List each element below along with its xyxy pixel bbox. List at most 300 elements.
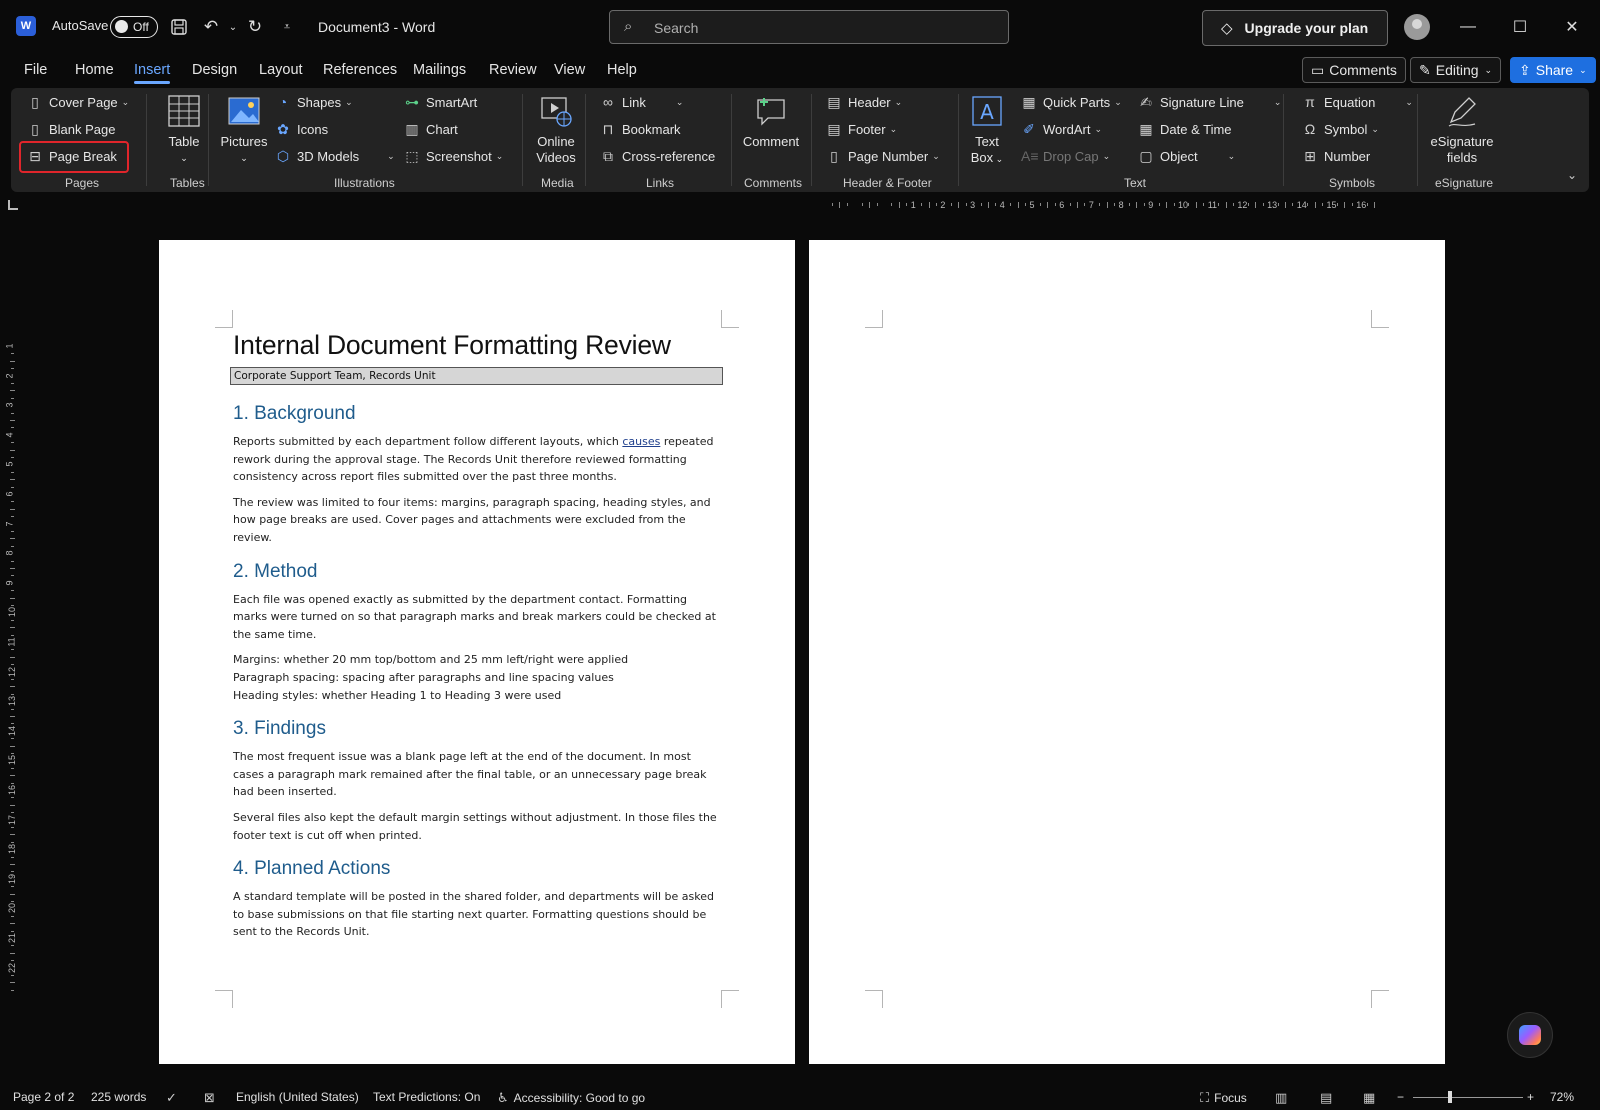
smartart-button[interactable]: ⊶ SmartArt	[405, 94, 478, 110]
save-icon[interactable]	[168, 16, 190, 38]
group-separator	[1283, 94, 1284, 186]
calendar-icon: ▦	[1139, 121, 1153, 137]
track-changes-icon[interactable]: ⊠	[204, 1090, 215, 1105]
tab-selector[interactable]	[8, 200, 18, 210]
signature-line-button[interactable]: ✍ Signature Line ⌄	[1138, 94, 1281, 110]
ruler-number: 15	[7, 755, 18, 766]
group-label-links: Links	[646, 176, 675, 190]
page-break-button[interactable]: ⊟ Page Break	[27, 148, 117, 164]
minimize-icon[interactable]: —	[1460, 18, 1476, 35]
ruler-tick	[1374, 202, 1375, 208]
margin-marker	[215, 990, 233, 1008]
ruler-tick	[10, 982, 15, 983]
ruler-tick	[11, 546, 14, 547]
ruler-number: 14	[7, 725, 18, 736]
ruler-number: 8	[4, 550, 15, 556]
document-body[interactable]	[233, 330, 719, 955]
screenshot-icon: ⬚	[405, 148, 419, 164]
ruler-tick	[847, 203, 848, 206]
section-method	[233, 561, 719, 705]
ruler-tick	[11, 694, 14, 695]
paragraph: The most frequent issue was a blank page left at the end of the document. In most cases a paragraph mark remained after the final table, or an unnecessary page break had been inserted.	[233, 750, 707, 799]
ruler-tick	[11, 723, 14, 724]
ruler-tick	[11, 916, 14, 917]
zoom-slider-thumb[interactable]	[1448, 1091, 1452, 1103]
autosave-toggle[interactable]	[110, 16, 158, 38]
table-button[interactable]: Table ⌄	[159, 94, 209, 166]
chevron-down-icon: ⌄	[1094, 123, 1102, 134]
ruler-tick	[10, 864, 15, 865]
comments-button[interactable]: ▭ Comments	[1302, 57, 1406, 83]
group-separator	[208, 94, 209, 186]
quick-parts-button[interactable]: ▦ Quick Parts ⌄	[1022, 94, 1122, 110]
maximize-icon[interactable]: ☐	[1512, 19, 1528, 36]
wordart-icon: ✐	[1023, 121, 1035, 137]
ruler-tick	[11, 457, 14, 458]
upgrade-plan-button[interactable]: ◇ Upgrade your plan	[1202, 10, 1388, 46]
document-subtitle: Corporate Support Team, Records Unit	[230, 367, 723, 385]
ruler-number: 12	[1237, 200, 1248, 210]
tab-help[interactable]: Help	[607, 62, 637, 78]
toggle-knob	[115, 20, 128, 33]
ruler-tick	[11, 487, 14, 488]
esignature-fields-button[interactable]: eSignature fields	[1423, 94, 1501, 166]
zoom-in-button[interactable]: +	[1527, 1090, 1535, 1104]
group-separator	[958, 94, 959, 186]
section-heading: 1. Background	[233, 403, 356, 424]
search-icon: ⌕	[624, 18, 633, 35]
ruler-number: 8	[1118, 200, 1124, 210]
ruler-tick	[10, 657, 15, 658]
document-title: Internal Document Formatting Review	[233, 330, 671, 360]
ruler-tick	[11, 472, 14, 473]
ruler-tick	[10, 420, 15, 421]
ruler-tick	[1263, 203, 1264, 206]
group-separator	[1417, 94, 1418, 186]
zoom-level[interactable]: 72%	[1550, 1090, 1575, 1104]
section-findings	[233, 718, 719, 844]
ruler-number: 4	[4, 432, 15, 438]
ruler-tick	[10, 746, 15, 747]
chevron-down-icon: ⌄	[1371, 123, 1379, 134]
autosave-label: AutoSave	[52, 18, 109, 33]
title-bar	[0, 0, 1600, 54]
bookmark-button[interactable]: ⊓ Bookmark	[600, 121, 681, 137]
tab-insert[interactable]: Insert	[134, 62, 171, 78]
ruler-tick	[1174, 203, 1175, 206]
ruler-tick	[11, 709, 14, 710]
ruler-tick	[11, 413, 14, 414]
pi-icon: π	[1305, 94, 1315, 110]
ruler-tick	[877, 203, 878, 206]
page-count[interactable]: Page 2 of 2	[13, 1090, 75, 1104]
chevron-down-icon: ⌄	[345, 96, 353, 107]
ruler-tick	[10, 538, 15, 539]
customize-qat-icon[interactable]: ⩡	[283, 20, 291, 33]
ruler-tick	[1255, 202, 1256, 208]
ruler-tick	[11, 605, 14, 606]
ruler-tick	[11, 753, 14, 754]
paragraph: Several files also kept the default margin settings without adjustment. In those files the footer text is cut off when printed.	[233, 810, 717, 842]
focus-mode-button[interactable]: ⛶ Focus	[1200, 1090, 1247, 1105]
ruler-tick	[10, 598, 15, 599]
word-count[interactable]: 225 words	[91, 1090, 147, 1104]
search-box[interactable]	[609, 10, 1009, 44]
proofing-icon[interactable]: ✓	[166, 1090, 177, 1105]
comment-icon: ▭	[1311, 61, 1325, 78]
list-item: Margins: whether 20 mm top/bottom and 25 mm left/right were applied	[233, 653, 629, 667]
undo-dropdown-icon[interactable]: ⌄	[228, 21, 238, 33]
chevron-down-icon: ⌄	[495, 150, 504, 161]
ruler-number: 9	[1148, 200, 1154, 210]
group-separator	[522, 94, 523, 186]
chevron-down-icon: ⌄	[1405, 96, 1413, 107]
group-label-illustrations: Illustrations	[334, 176, 395, 190]
diamond-icon: ◇	[1221, 20, 1233, 37]
object-button[interactable]: ▢ Object ⌄	[1139, 148, 1236, 164]
document-page-1[interactable]	[159, 240, 795, 1064]
ruler-tick	[10, 894, 15, 895]
pictures-button[interactable]: Pictures ⌄	[218, 94, 270, 166]
new-comment-icon	[754, 94, 788, 128]
account-avatar[interactable]	[1404, 14, 1430, 40]
ruler-number: 21	[7, 932, 18, 944]
ruler-tick	[11, 679, 14, 680]
margin-marker	[1371, 310, 1389, 328]
ruler-number: 7	[4, 521, 15, 527]
ruler-tick	[869, 202, 870, 208]
ruler-tick	[10, 805, 15, 806]
ruler-tick	[11, 797, 14, 798]
ruler-number: 6	[4, 491, 15, 497]
ruler-number: 11	[6, 637, 17, 647]
text-predictions[interactable]: Text Predictions: On	[373, 1090, 481, 1104]
section-heading: 4. Planned Actions	[233, 858, 391, 880]
ruler-number: 13	[7, 696, 18, 707]
ruler-number: 11	[1207, 200, 1218, 210]
date-time-button[interactable]: ▦ Date & Time	[1139, 121, 1232, 137]
ruler-number: 14	[1296, 200, 1307, 210]
ruler-tick	[1233, 203, 1234, 206]
ruler-number: 10	[7, 607, 18, 618]
tab-review[interactable]: Review	[489, 62, 537, 78]
margin-marker	[1371, 990, 1389, 1008]
chevron-down-icon: ⌄	[240, 153, 248, 163]
page-break-icon: ⊟	[29, 148, 41, 164]
3d-models-button[interactable]: ⬡ 3D Models ⌄	[276, 148, 395, 164]
ruler-tick	[10, 568, 15, 569]
ruler-tick	[1188, 203, 1189, 206]
vertical-ruler[interactable]	[6, 236, 20, 986]
ruler-number: 22	[7, 962, 18, 973]
cover-page-icon: ▯	[31, 94, 39, 110]
margin-marker	[215, 310, 233, 328]
paragraph: Reports submitted by each department follow different layouts, which causes repeated rework during the approval stage. The Records Unit therefore reviewed formatting consistency across report files submitted over the past three months.	[233, 435, 714, 484]
icons-button[interactable]: ✿ Icons	[275, 121, 328, 137]
close-icon[interactable]: ✕	[1565, 19, 1579, 36]
zoom-out-button[interactable]: −	[1397, 1090, 1405, 1104]
chevron-down-icon: ⌄	[932, 150, 940, 161]
blank-page-button[interactable]: ▯ Blank Page	[27, 121, 116, 137]
ruler-tick	[10, 479, 15, 480]
chart-icon: ▥	[405, 121, 419, 137]
ruler-number: 4	[999, 200, 1005, 210]
ruler-tick	[1107, 202, 1108, 208]
group-separator	[731, 94, 732, 186]
footer-button[interactable]: ▤ Footer ⌄	[827, 121, 898, 137]
group-separator	[146, 94, 147, 186]
ribbon-expand-icon[interactable]: ⌄	[1566, 168, 1577, 182]
ruler-tick	[1196, 202, 1197, 208]
accessibility-status[interactable]: ♿ Accessibility: Good to go	[497, 1090, 646, 1105]
ruler-number: 3	[970, 200, 976, 210]
ruler-tick	[1018, 202, 1019, 208]
ruler-tick	[10, 775, 15, 776]
chevron-down-icon: ⌄	[894, 96, 903, 107]
ruler-tick	[1077, 202, 1078, 208]
ruler-tick	[988, 202, 989, 208]
ruler-tick	[1278, 203, 1279, 206]
header-icon: ▤	[827, 94, 841, 110]
number-button[interactable]: ⊞ Number	[1302, 148, 1370, 164]
new-comment-button[interactable]: Comment	[739, 94, 803, 150]
ribbon-tabs	[0, 54, 1600, 86]
ruler-number: 16	[7, 784, 18, 796]
chevron-down-icon: ⌄	[1227, 150, 1236, 161]
section-planned-actions	[233, 858, 719, 941]
ruler-tick	[958, 202, 959, 208]
ruler-tick	[10, 716, 15, 717]
ruler-tick	[11, 857, 14, 858]
ruler-tick	[11, 353, 14, 354]
read-mode-icon[interactable]: ▥	[1275, 1090, 1288, 1105]
shapes-button[interactable]: ◔ Shapes ⌄	[275, 94, 353, 110]
drop-cap-icon: A≡	[1021, 148, 1039, 164]
group-label-tables: Tables	[170, 176, 205, 190]
group-label-text: Text	[1124, 176, 1147, 190]
ruler-tick	[11, 427, 14, 428]
ruler-tick	[10, 834, 15, 835]
tab-mailings[interactable]: Mailings	[413, 62, 467, 78]
chevron-down-icon: ⌄	[993, 154, 1004, 164]
editing-mode-button[interactable]: ✎ Editing ⌄	[1410, 57, 1501, 83]
ruler-tick	[929, 202, 930, 208]
tab-references[interactable]: References	[323, 62, 398, 78]
cube-icon: ⬡	[276, 148, 290, 164]
link-button[interactable]: ∞ Link ⌄	[600, 94, 683, 110]
margin-marker	[865, 310, 883, 328]
ruler-number: 10	[1178, 200, 1189, 210]
screenshot-button[interactable]: ⬚ Screenshot ⌄	[405, 148, 504, 164]
margin-marker	[721, 310, 739, 328]
ruler-tick	[891, 203, 892, 206]
ruler-tick	[1144, 203, 1145, 206]
ruler-tick	[10, 390, 15, 391]
tab-layout[interactable]: Layout	[259, 62, 303, 78]
page-number-icon: ▯	[830, 148, 838, 164]
smartart-icon: ⊶	[405, 94, 419, 110]
ruler-tick	[11, 827, 14, 828]
ruler-tick	[1025, 203, 1026, 206]
ruler-number: 1	[4, 343, 15, 349]
ruler-tick	[11, 842, 14, 843]
ruler-tick	[11, 620, 14, 621]
bookmark-icon: ⊓	[602, 121, 614, 137]
ruler-tick	[11, 945, 14, 946]
equation-button[interactable]: π Equation ⌄	[1302, 94, 1413, 110]
ruler-tick	[1047, 202, 1048, 208]
chevron-down-icon: ⌄	[675, 96, 684, 107]
language[interactable]: English (United States)	[236, 1090, 359, 1104]
horizontal-ruler[interactable]	[800, 198, 1380, 214]
ruler-tick	[10, 686, 15, 687]
chart-button[interactable]: ▥ Chart	[405, 121, 458, 137]
document-title: Document3 - Word	[318, 19, 436, 35]
ruler-tick	[832, 203, 833, 206]
ruler-tick	[11, 886, 14, 887]
ruler-number: 12	[7, 666, 18, 677]
group-separator	[811, 94, 812, 186]
list-item: Paragraph spacing: spacing after paragraphs and line spacing values	[233, 670, 614, 684]
ruler-tick	[11, 516, 14, 517]
hyperlink-causes[interactable]: causes	[622, 435, 661, 448]
tab-file[interactable]: File	[24, 62, 48, 78]
search-placeholder: Search	[654, 20, 699, 36]
chevron-down-icon: ⌄	[1273, 96, 1282, 107]
ruler-tick	[10, 509, 15, 510]
ruler-tick	[1315, 202, 1316, 208]
ruler-tick	[1344, 202, 1345, 208]
group-label-media: Media	[541, 176, 574, 190]
ruler-tick	[11, 768, 14, 769]
signature-line-icon: ✍	[1140, 94, 1152, 110]
copilot-button[interactable]	[1507, 1012, 1553, 1058]
margin-marker	[865, 990, 883, 1008]
share-icon: ⇪	[1519, 61, 1531, 78]
undo-icon[interactable]: ↶	[203, 17, 219, 36]
ruler-tick	[11, 590, 14, 591]
tab-design[interactable]: Design	[192, 62, 238, 78]
text-box-icon	[970, 94, 1004, 128]
ruler-number: 2	[940, 200, 946, 210]
share-button[interactable]: ⇪ Share ⌄	[1510, 57, 1596, 83]
ruler-tick	[1307, 203, 1308, 206]
ruler-number: 6	[1059, 200, 1065, 210]
ruler-number: 15	[1326, 200, 1337, 210]
tab-view[interactable]: View	[554, 62, 586, 78]
ruler-number: 7	[1088, 200, 1094, 210]
drop-cap-button[interactable]: A≡ Drop Cap ⌄	[1021, 148, 1111, 164]
group-label-comments: Comments	[744, 176, 803, 190]
criteria-list	[233, 651, 719, 704]
paragraph: A standard template will be posted in the shared folder, and departments will be asked to base submissions on that file starting next quarter. Formatting questions should be sent to the Records Unit.	[233, 890, 714, 939]
ruler-tick	[11, 442, 14, 443]
number-icon: ⊞	[1304, 148, 1316, 164]
chevron-down-icon: ⌄	[180, 153, 188, 163]
ruler-tick	[10, 361, 15, 362]
group-label-header-footer: Header & Footer	[843, 176, 932, 190]
group-label-symbols: Symbols	[1329, 176, 1376, 190]
page-break-highlight	[19, 141, 129, 173]
ruler-tick	[981, 203, 982, 206]
online-videos-button[interactable]: Online Videos	[528, 94, 584, 166]
ruler-number: 2	[4, 373, 15, 379]
shapes-icon: ◔	[278, 94, 288, 110]
ruler-tick	[1055, 203, 1056, 206]
ruler-tick	[10, 923, 15, 924]
online-video-icon	[539, 94, 573, 128]
word-app-icon: W	[16, 16, 36, 36]
symbol-button[interactable]: Ω Symbol ⌄	[1302, 121, 1379, 137]
cross-reference-icon: ⧉	[603, 148, 613, 164]
ruler-tick	[10, 450, 15, 451]
text-box-button[interactable]: A Text Box ⌄	[965, 94, 1009, 167]
ruler-tick	[1218, 203, 1219, 206]
insert-ribbon	[11, 88, 1589, 192]
web-layout-icon[interactable]: ▦	[1363, 1090, 1376, 1105]
ruler-tick	[1292, 203, 1293, 206]
wordart-button[interactable]: ✐ WordArt ⌄	[1021, 121, 1102, 137]
chevron-down-icon: ⌄	[1579, 64, 1587, 75]
ruler-tick	[1352, 203, 1353, 206]
ruler-tick	[951, 203, 952, 206]
ruler-tick	[1114, 203, 1115, 206]
chevron-down-icon: ⌄	[1102, 150, 1111, 161]
ruler-tick	[11, 783, 14, 784]
zoom-slider-track[interactable]	[1413, 1097, 1523, 1098]
ruler-tick	[11, 738, 14, 739]
ruler-tick	[10, 627, 15, 628]
icons-icon: ✿	[277, 121, 289, 137]
omega-icon: Ω	[1304, 121, 1316, 137]
page-number-button[interactable]: ▯ Page Number ⌄	[826, 148, 940, 164]
ruler-number: 13	[1267, 200, 1278, 210]
document-page-2[interactable]	[809, 240, 1445, 1064]
chevron-down-icon: ⌄	[1114, 96, 1122, 107]
ruler-tick	[11, 383, 14, 384]
ruler-tick	[1337, 203, 1338, 206]
ruler-tick	[11, 531, 14, 532]
ruler-tick	[11, 960, 14, 961]
cover-page-button[interactable]: ▯ Cover Page ⌄	[27, 94, 129, 110]
ruler-tick	[11, 649, 14, 650]
ruler-number: 9	[4, 580, 15, 586]
chevron-down-icon: ⌄	[889, 123, 898, 134]
redo-icon[interactable]: ↻	[247, 17, 263, 36]
ruler-tick	[11, 398, 14, 399]
cross-reference-button[interactable]: ⧉ Cross-reference	[600, 148, 715, 164]
ruler-tick	[11, 561, 14, 562]
ruler-number: 20	[7, 903, 18, 914]
ruler-number: 1	[910, 200, 916, 210]
esignature-icon	[1445, 94, 1479, 128]
ruler-tick	[995, 203, 996, 206]
object-icon: ▢	[1139, 148, 1153, 164]
pencil-icon: ✎	[1419, 61, 1431, 78]
ruler-tick	[1010, 203, 1011, 206]
ruler-tick	[11, 368, 14, 369]
blank-page-icon: ▯	[31, 121, 39, 137]
pictures-icon	[227, 94, 261, 128]
tab-home[interactable]: Home	[75, 62, 114, 78]
print-layout-icon[interactable]: ▤	[1320, 1090, 1333, 1105]
ruler-tick	[1248, 203, 1249, 206]
footer-icon: ▤	[827, 121, 841, 137]
status-bar	[0, 1085, 1600, 1110]
ruler-tick	[11, 575, 14, 576]
header-button[interactable]: ▤ Header ⌄	[827, 94, 903, 110]
ruler-number: 5	[1029, 200, 1035, 210]
